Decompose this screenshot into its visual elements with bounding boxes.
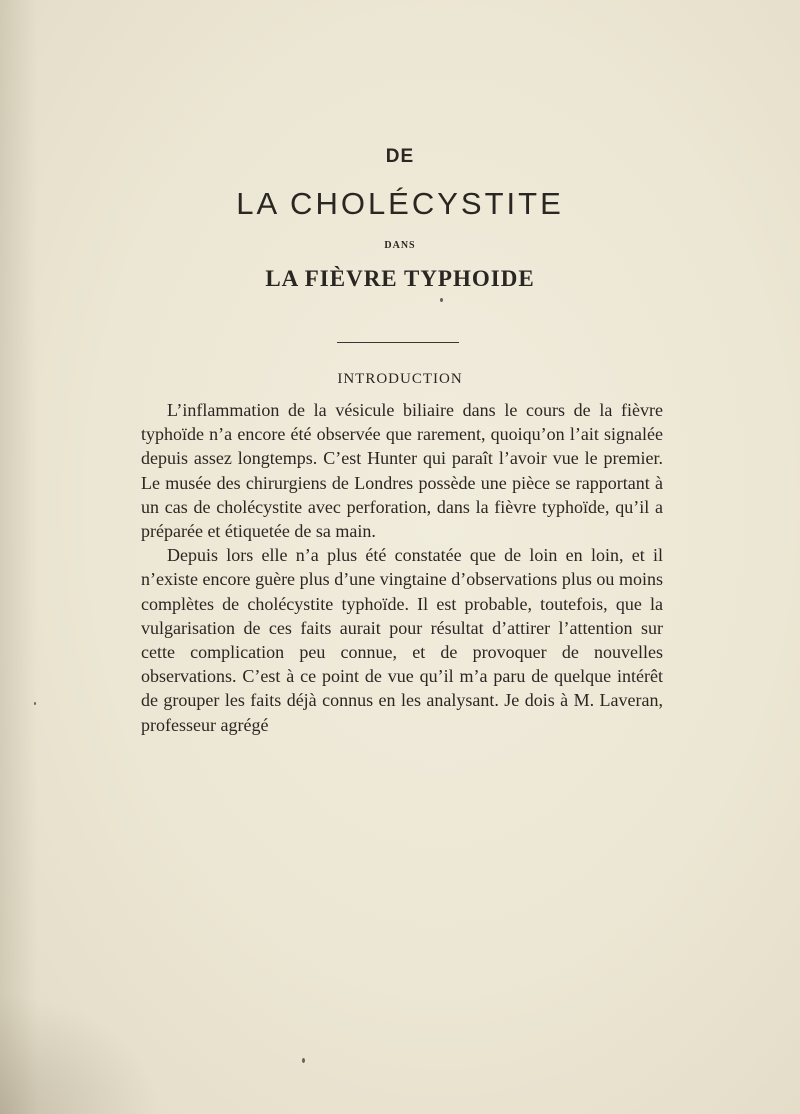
title-connector: DANS [384, 240, 416, 251]
paragraph-2: Depuis lors elle n’a plus été constatée que de loin en loin, et il n’existe encore guère plus d’une vingtaine d’observations plus ou moins complètes de cholécystite typhoïde. Il est probable, toutefois, que la vulgarisation de ces faits aurait pour résultat d’attirer l’attention sur cette complication peu connue, et de provoquer de nouvelles observations. C’est à ce point de vue qu’il m’a paru de quelque intérêt de grouper les faits déjà connus en les analysant. Je dois à M. Laveran, professeur agrégé [141, 545, 663, 735]
corner-shadow [0, 994, 160, 1114]
subtitle: LA FIÈVRE TYPHOIDE [265, 266, 535, 291]
paper-speck [440, 298, 443, 302]
title-preposition: DE [385, 146, 415, 167]
body-text [141, 398, 663, 737]
paper-speck [302, 1058, 305, 1063]
section-heading: INTRODUCTION [337, 371, 463, 387]
main-title: LA CHOLÉCYSTITE [236, 186, 564, 221]
divider-rule [337, 342, 459, 343]
paper-speck [34, 702, 36, 705]
paragraph-1: L’inflammation de la vésicule biliaire dans le cours de la fièvre typhoïde n’a encore été observée que rarement, quoiqu’on l’ait signalée depuis assez longtemps. C’est Hunter qui paraît l’avoir vue le premier. Le musée des chirurgiens de Londres possède une pièce se rapportant à un cas de cholécystite avec perforation, dans la fièvre typhoïde, qu’il a préparée et étiquetée de sa main. [141, 400, 663, 542]
